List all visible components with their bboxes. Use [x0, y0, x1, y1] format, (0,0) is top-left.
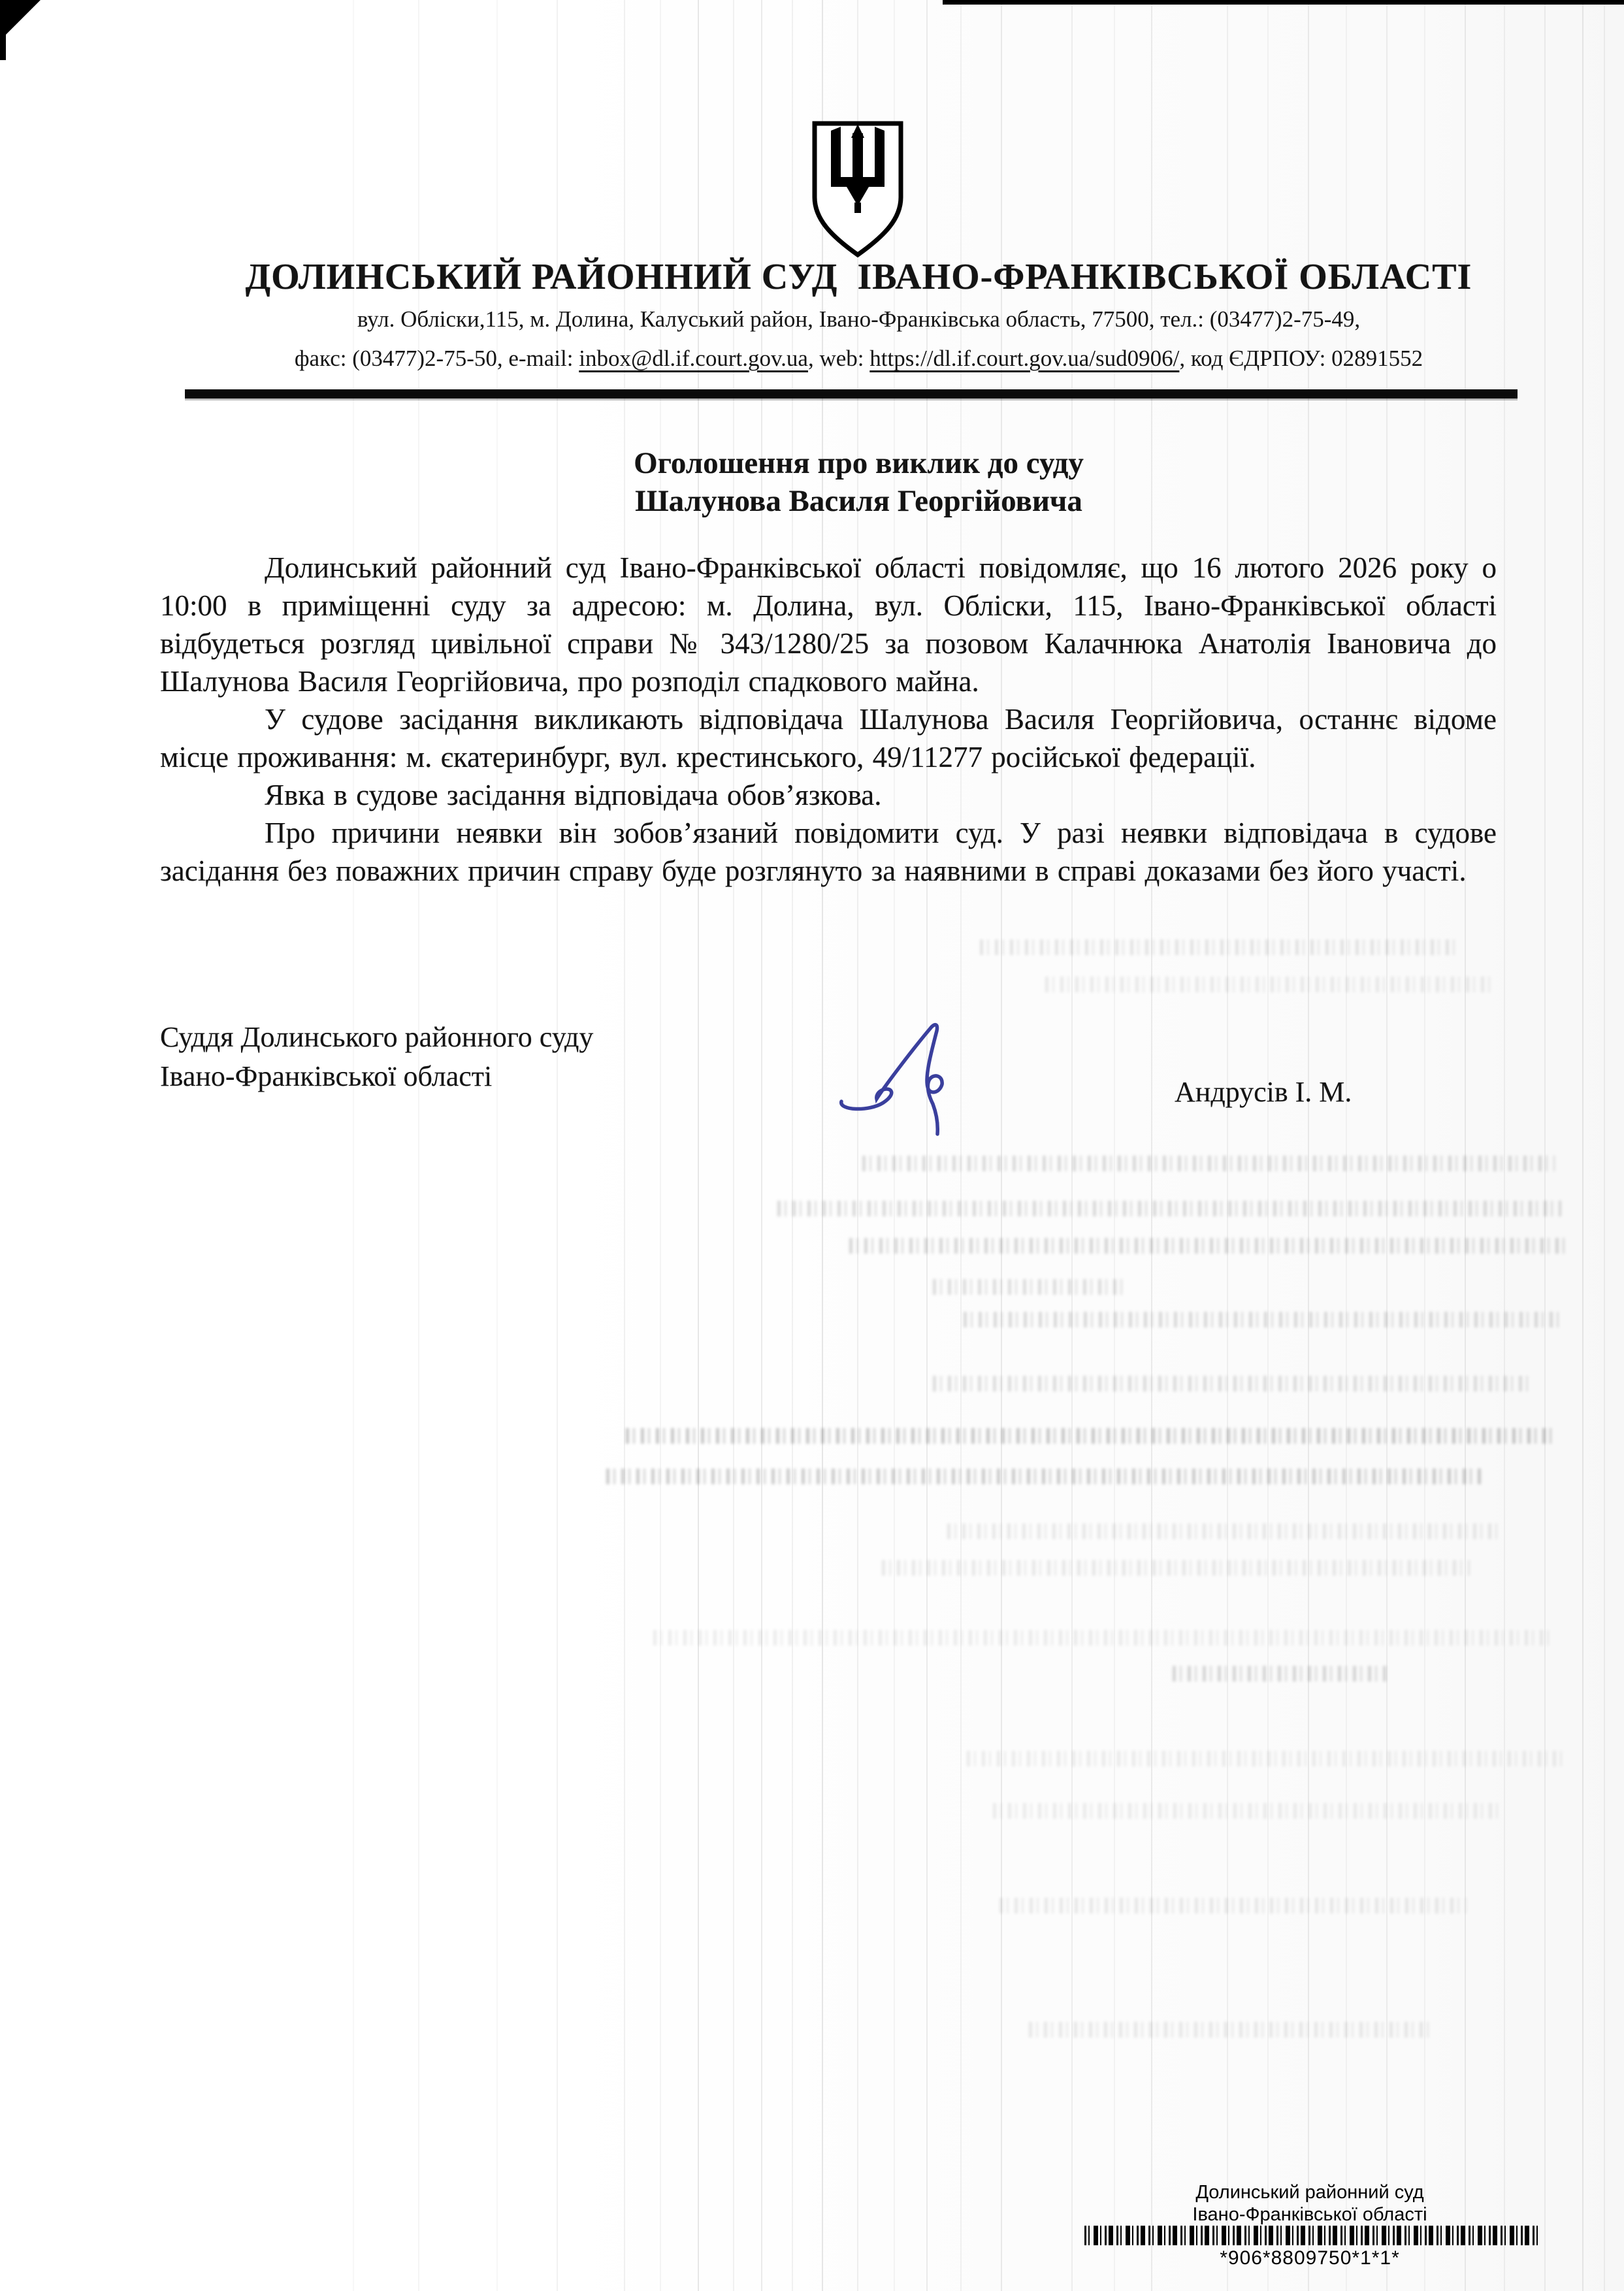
scan-line-artifact	[1151, 0, 1152, 2291]
scan-line-artifact	[1227, 0, 1228, 2291]
bleed-through-artifact	[1029, 2022, 1434, 2038]
scan-line-artifact	[353, 0, 354, 2291]
bleed-through-artifact	[933, 1376, 1531, 1391]
bleed-through-artifact	[777, 1201, 1561, 1216]
judge-title	[160, 1018, 593, 1096]
body-paragraph: Долинський районний суд Івано-Франківської області повідомляє, що 16 лютого 2026 року о 10:00 в приміщенні суду за адресою: м. Долина, вул. Обліски, 115, Івано-Франківської області відбудеться розгляд цивільної справи № 343/1280/25 за позовом Калачнюка Анатолія Івановича до Шалунова Василя Георгійовича, про розподіл спадкового майна.	[160, 551, 1497, 698]
bleed-through-artifact	[606, 1469, 1485, 1484]
bleed-through-artifact	[933, 1279, 1122, 1295]
scan-line-artifact	[1604, 0, 1605, 2291]
scan-line-artifact	[1544, 0, 1546, 2291]
scan-line-artifact	[733, 0, 734, 2291]
bleed-through-artifact	[999, 1898, 1467, 1913]
ukraine-trident-emblem-icon	[809, 120, 907, 259]
bleed-through-artifact	[967, 1751, 1568, 1766]
barcode-caption: *906*8809750*1*1*	[1220, 2247, 1400, 2269]
header-divider-rule	[185, 389, 1518, 398]
scan-line-artifact	[557, 0, 558, 2291]
bleed-through-artifact	[862, 1156, 1555, 1171]
scan-top-edge-artifact	[943, 0, 1624, 5]
court-email-text: inbox@dl.if.court.gov.ua	[579, 346, 808, 371]
bleed-through-artifact	[1173, 1666, 1388, 1682]
bleed-through-artifact	[849, 1238, 1565, 1254]
scan-line-artifact	[894, 0, 895, 2291]
scan-line-artifact	[1346, 0, 1347, 2291]
handwritten-signature-icon	[835, 1016, 966, 1137]
judge-name: Андрусів І. М.	[1175, 1076, 1352, 1108]
body-paragraph: Явка в судове засідання відповідача обов’язкова.	[265, 779, 882, 811]
scan-line-artifact	[857, 0, 858, 2291]
bleed-through-artifact	[626, 1428, 1557, 1444]
scan-line-artifact	[1001, 0, 1002, 2291]
document-title-line1: Оголошення про виклик до суду	[634, 446, 1084, 480]
scan-edge-artifact	[0, 0, 6, 60]
scan-line-artifact	[926, 0, 928, 2291]
scan-line-artifact	[1386, 0, 1388, 2291]
scan-line-artifact	[960, 0, 962, 2291]
scan-line-artifact	[496, 0, 498, 2291]
scan-line-artifact	[1267, 0, 1269, 2291]
scan-line-artifact	[761, 0, 762, 2291]
web-label: , web:	[807, 346, 870, 371]
court-address-line: вул. Обліски,115, м. Долина, Калуський район, Івано-Франківська область, 77500, тел.: (03477)2-75-49,	[357, 306, 1361, 332]
judge-title-line2: Івано-Франківської області	[160, 1060, 493, 1092]
bleed-through-artifact	[1045, 977, 1496, 992]
scan-line-artifact	[698, 0, 699, 2291]
document-body	[160, 549, 1497, 890]
document-title-line2: Шалунова Василя Георгійовича	[635, 484, 1082, 518]
scan-line-artifact	[822, 0, 823, 2291]
body-paragraph: Про причини неявки він зобов’язаний повідомити суд. У разі неявки відповідача в судове засідання без поважних причин справу буде розглянуто за наявними в справі доказами без його участі.	[160, 817, 1497, 887]
scan-line-artifact	[1465, 0, 1466, 2291]
bleed-through-artifact	[993, 1803, 1502, 1819]
scan-line-artifact	[1504, 0, 1505, 2291]
judge-title-line1: Суддя Долинського районного суду	[160, 1021, 594, 1053]
footer-court-line1: Долинський районний суд	[1195, 2182, 1424, 2203]
document-title	[93, 444, 1624, 520]
bleed-through-artifact	[947, 1523, 1502, 1539]
bleed-through-artifact	[964, 1312, 1561, 1327]
scan-line-artifact	[1582, 0, 1583, 2291]
edrpou-code-text: , код ЄДРПОУ: 02891552	[1179, 346, 1423, 371]
scan-line-artifact	[792, 0, 793, 2291]
scan-line-artifact	[1424, 0, 1425, 2291]
scan-line-artifact	[1308, 0, 1309, 2291]
bleed-through-artifact	[980, 939, 1457, 955]
bleed-through-artifact	[653, 1630, 1555, 1646]
scan-line-artifact	[624, 0, 625, 2291]
scan-line-artifact	[1114, 0, 1115, 2291]
body-paragraph: У судове засідання викликають відповідача Шалунова Василя Георгійовича, останнє відоме місце проживання: м. єкатеринбург, вул. крестинського, 49/11277 російської федерації.	[160, 703, 1497, 773]
scan-line-artifact	[418, 0, 419, 2291]
court-name-heading: ДОЛИНСЬКИЙ РАЙОННИЙ СУД ІВАНО-ФРАНКІВСЬКОЇ ОБЛАСТІ	[245, 257, 1472, 297]
scan-corner-artifact	[0, 0, 41, 41]
court-website-text: https://dl.if.court.gov.ua/sud0906/	[869, 346, 1180, 371]
barcode-icon	[1084, 2226, 1538, 2245]
court-contacts-line	[93, 346, 1624, 372]
scan-line-artifact	[1071, 0, 1073, 2291]
fax-label: факс: (03477)2-75-50, e-mail:	[294, 346, 579, 371]
scan-line-artifact	[660, 0, 661, 2291]
footer-court-line2: Івано-Франківської області	[1192, 2204, 1427, 2225]
bleed-through-artifact	[882, 1560, 1470, 1576]
